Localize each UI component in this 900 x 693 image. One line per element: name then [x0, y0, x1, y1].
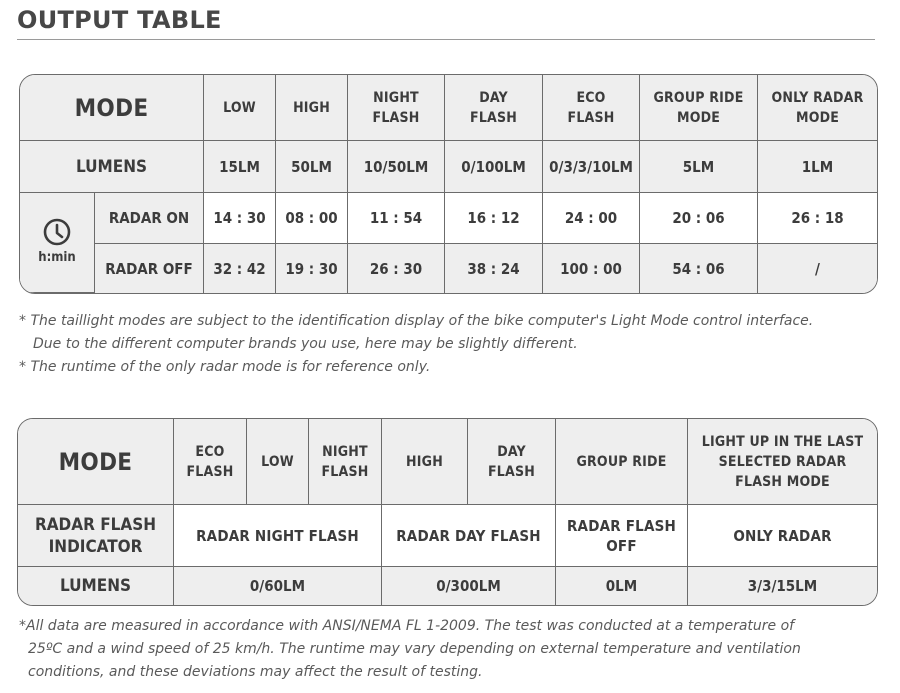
radar-on-label: RADAR ON: [95, 193, 204, 244]
runtime-value: 24 : 00: [543, 193, 640, 244]
mode-day-flash: DAY FLASH: [468, 419, 556, 505]
indicator-value: ONLY RADAR: [688, 505, 877, 567]
mode-last-selected: LIGHT UP IN THE LAST SELECTED RADAR FLASH MODE: [688, 419, 877, 505]
lumens-value: 0LM: [556, 567, 688, 605]
lumens-header: LUMENS: [20, 141, 204, 193]
time-unit-label: h:min: [38, 250, 76, 265]
lumens-value: 10/50LM: [348, 141, 445, 193]
indicator-value: RADAR NIGHT FLASH: [174, 505, 382, 567]
indicator-value: RADAR DAY FLASH: [382, 505, 556, 567]
page-title: OUTPUT TABLE: [17, 6, 222, 34]
mode-high: HIGH: [276, 75, 348, 141]
mode-group-ride: GROUP RIDE: [556, 419, 688, 505]
runtime-value: 100 : 00: [543, 244, 640, 293]
runtime-value: 14 : 30: [204, 193, 276, 244]
mode-night-flash: NIGHT FLASH: [348, 75, 445, 141]
mode-header: MODE: [18, 419, 174, 505]
indicator-header: RADAR FLASH INDICATOR: [18, 505, 174, 567]
lumens-value: 5LM: [640, 141, 758, 193]
runtime-value: 19 : 30: [276, 244, 348, 293]
lumens-value: 15LM: [204, 141, 276, 193]
runtime-value: 20 : 06: [640, 193, 758, 244]
lumens-value: 1LM: [758, 141, 877, 193]
runtime-value: 11 : 54: [348, 193, 445, 244]
lumens-value: 0/3/3/10LM: [543, 141, 640, 193]
radar-off-label: RADAR OFF: [95, 244, 204, 293]
output-table-radar-flash: [17, 418, 878, 606]
indicator-value: RADAR FLASH OFF: [556, 505, 688, 567]
runtime-value: 54 : 06: [640, 244, 758, 293]
runtime-value: 26 : 30: [348, 244, 445, 293]
runtime-value: 26 : 18: [758, 193, 877, 244]
title-divider: [17, 39, 875, 40]
footnote: conditions, and these deviations may affect the result of testing.: [28, 664, 483, 680]
mode-only-radar: ONLY RADAR MODE: [758, 75, 877, 141]
mode-eco-flash: ECO FLASH: [543, 75, 640, 141]
mode-low: LOW: [204, 75, 276, 141]
runtime-value: /: [815, 259, 820, 278]
lumens-value: 0/100LM: [445, 141, 543, 193]
footnote: 25ºC and a wind speed of 25 km/h. The runtime may vary depending on external temperature and ventilation: [28, 641, 801, 657]
lumens-value: 50LM: [276, 141, 348, 193]
footnote: * The taillight modes are subject to the identification display of the bike computer's Light Mode control interface.: [19, 313, 814, 329]
mode-group-ride: GROUP RIDE MODE: [640, 75, 758, 141]
lumens-header: LUMENS: [18, 567, 174, 605]
mode-low: LOW: [247, 419, 309, 505]
lumens-value: 0/300LM: [382, 567, 556, 605]
footnote: * The runtime of the only radar mode is for reference only.: [19, 359, 431, 375]
mode-header: MODE: [20, 75, 204, 141]
footnote: Due to the different computer brands you use, here may be slightly different.: [33, 336, 578, 352]
mode-night-flash: NIGHT FLASH: [309, 419, 382, 505]
runtime-value: 38 : 24: [445, 244, 543, 293]
runtime-value: 16 : 12: [445, 193, 543, 244]
runtime-unit-cell: [20, 193, 95, 293]
footnote: *All data are measured in accordance with ANSI/NEMA FL 1-2009. The test was conducted at a temperature of: [19, 618, 795, 634]
runtime-value: 32 : 42: [204, 244, 276, 293]
output-table-runtime: [19, 74, 878, 294]
lumens-value: 0/60LM: [174, 567, 382, 605]
runtime-value: 08 : 00: [276, 193, 348, 244]
mode-day-flash: DAY FLASH: [445, 75, 543, 141]
lumens-value: 3/3/15LM: [747, 577, 818, 595]
mode-high: HIGH: [382, 419, 468, 505]
clock-icon: [42, 217, 72, 247]
mode-eco-flash: ECO FLASH: [174, 419, 247, 505]
